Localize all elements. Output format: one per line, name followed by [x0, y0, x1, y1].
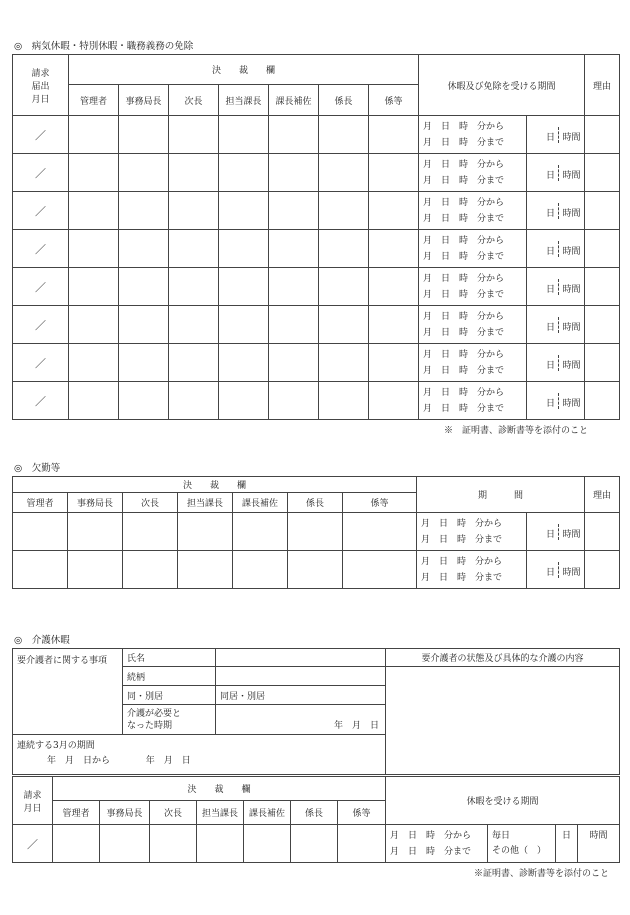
request-date-field[interactable]: ／ [13, 230, 69, 268]
approval-stamp-box[interactable] [123, 551, 178, 589]
reason-header: 理由 [585, 55, 620, 116]
approval-stamp-box[interactable] [219, 306, 269, 344]
approval-stamp-box[interactable] [69, 268, 119, 306]
reason-header: 理由 [585, 477, 620, 513]
approval-stamp-box[interactable] [319, 306, 369, 344]
approval-header: 決 裁 欄 [13, 477, 417, 493]
approval-stamp-box[interactable] [269, 154, 319, 192]
approval-stamp-box[interactable] [169, 306, 219, 344]
approval-stamp-box[interactable] [233, 513, 288, 551]
duration-field[interactable] [527, 230, 585, 268]
approval-stamp-box[interactable] [219, 192, 269, 230]
approval-stamp-box[interactable] [269, 382, 319, 420]
period-field[interactable]: 月 日 時 分から 月 日 時 分まで [419, 306, 527, 344]
duration-field[interactable] [527, 551, 585, 589]
reason-field[interactable] [585, 551, 620, 589]
approval-stamp-box[interactable] [369, 230, 419, 268]
approval-stamp-box[interactable] [150, 825, 197, 863]
approval-stamp-box[interactable] [219, 230, 269, 268]
approver-header: 事務局長 [119, 85, 169, 116]
approval-stamp-box[interactable] [269, 306, 319, 344]
period-header: 休暇を受ける期間 [386, 777, 620, 825]
approver-header: 係長 [288, 493, 343, 513]
approval-stamp-box[interactable] [178, 513, 233, 551]
approval-stamp-box[interactable] [53, 825, 100, 863]
approval-stamp-box[interactable] [319, 230, 369, 268]
relationship-label: 続柄 [123, 667, 216, 686]
days-label: 日 [527, 355, 559, 371]
approval-stamp-box[interactable] [68, 513, 123, 551]
approval-stamp-box[interactable] [119, 116, 169, 154]
period-field[interactable]: 月 日 時 分から 月 日 時 分まで [419, 116, 527, 154]
approval-stamp-box[interactable] [119, 382, 169, 420]
request-date-field[interactable]: ／ [13, 154, 69, 192]
table-row [13, 230, 620, 268]
section1-title: ◎ 病気休暇・特別休暇・職務義務の免除 [14, 41, 194, 52]
reason-field[interactable] [585, 154, 620, 192]
reason-field[interactable] [585, 230, 620, 268]
approval-stamp-box[interactable] [100, 825, 150, 863]
approval-stamp-box[interactable] [69, 230, 119, 268]
hours-label: 時間 [562, 284, 581, 295]
approval-stamp-box[interactable] [369, 344, 419, 382]
request-date-field[interactable]: ／ [13, 268, 69, 306]
duration-field[interactable] [527, 513, 585, 551]
approval-stamp-box[interactable] [244, 825, 291, 863]
section3-title: ◎ 介護休暇 [14, 635, 70, 646]
hours-label: 時間 [562, 246, 581, 257]
days-label: 日 [527, 393, 559, 409]
approval-stamp-box[interactable] [169, 382, 219, 420]
approver-header: 担当課長 [178, 493, 233, 513]
approver-header: 係等 [369, 85, 419, 116]
table-row [13, 116, 620, 154]
approval-stamp-box[interactable] [369, 382, 419, 420]
relationship-field[interactable] [216, 667, 386, 686]
status-content-field[interactable] [386, 667, 620, 775]
care-leave-table [12, 776, 620, 863]
days-label: 日 [527, 279, 559, 295]
approval-stamp-box[interactable] [369, 116, 419, 154]
table-row [13, 344, 620, 382]
request-date-field[interactable]: ／ [13, 825, 53, 863]
approval-stamp-box[interactable] [169, 154, 219, 192]
hours-label: 時間 [562, 567, 581, 578]
approver-header: 課長補佐 [233, 493, 288, 513]
approval-stamp-box[interactable] [319, 116, 369, 154]
table-row [13, 513, 620, 551]
consecutive-from[interactable]: 年 月 日から [47, 756, 111, 766]
days-label: 日 [527, 241, 559, 257]
care-option-field[interactable]: 毎日 その他（ ） [488, 825, 556, 863]
approver-header: 事務局長 [68, 493, 123, 513]
name-field[interactable] [216, 649, 386, 667]
approval-stamp-box[interactable] [369, 306, 419, 344]
request-date-header: 請求 月日 [13, 777, 53, 825]
cohabit-label: 同・別居 [123, 686, 216, 705]
period-header: 休暇及び免除を受ける期間 [419, 55, 585, 116]
duration-field[interactable] [527, 382, 585, 420]
approval-stamp-box[interactable] [269, 230, 319, 268]
approval-stamp-box[interactable] [169, 192, 219, 230]
days-label: 日 [527, 127, 559, 143]
reason-field[interactable] [585, 306, 620, 344]
period-field[interactable]: 月 日 時 分から 月 日 時 分まで [386, 825, 488, 863]
request-date-header: 請求 届出 月日 [13, 55, 69, 116]
approval-stamp-box[interactable] [269, 192, 319, 230]
care-recipient-table [12, 648, 620, 775]
approval-stamp-box[interactable] [119, 230, 169, 268]
approval-stamp-box[interactable] [119, 192, 169, 230]
approval-stamp-box[interactable] [319, 192, 369, 230]
period-field[interactable]: 月 日 時 分から 月 日 時 分まで [419, 382, 527, 420]
approval-stamp-box[interactable] [197, 825, 244, 863]
approval-stamp-box[interactable] [169, 344, 219, 382]
request-date-field[interactable]: ／ [13, 382, 69, 420]
approval-stamp-box[interactable] [288, 513, 343, 551]
approver-header: 次長 [150, 801, 197, 825]
section2-title: ◎ 欠勤等 [14, 463, 61, 474]
table-row [13, 551, 620, 589]
approver-header: 事務局長 [100, 801, 150, 825]
days-label: 日 [556, 825, 578, 863]
request-date-field[interactable]: ／ [13, 306, 69, 344]
attachment-note: ※証明書、診断書等を添付のこと [474, 869, 610, 879]
approval-stamp-box[interactable] [119, 268, 169, 306]
approval-stamp-box[interactable] [343, 513, 417, 551]
approval-stamp-box[interactable] [119, 154, 169, 192]
approval-stamp-box[interactable] [169, 268, 219, 306]
approval-stamp-box[interactable] [219, 344, 269, 382]
approval-stamp-box[interactable] [119, 344, 169, 382]
approval-stamp-box[interactable] [13, 513, 68, 551]
approval-stamp-box[interactable] [69, 154, 119, 192]
approver-header: 係等 [338, 801, 386, 825]
hours-label: 時間 [562, 398, 581, 409]
approval-stamp-box[interactable] [68, 551, 123, 589]
approver-header: 管理者 [69, 85, 119, 116]
table-row [13, 268, 620, 306]
days-label: 日 [527, 562, 559, 578]
hours-label: 時間 [562, 529, 581, 540]
status-header: 要介護者の状態及び具体的な介護の内容 [386, 649, 620, 667]
days-label: 日 [527, 203, 559, 219]
days-label: 日 [527, 524, 559, 540]
reason-field[interactable] [585, 344, 620, 382]
hours-label: 時間 [562, 132, 581, 143]
table-row [13, 306, 620, 344]
duration-field[interactable] [527, 306, 585, 344]
approval-stamp-box[interactable] [291, 825, 338, 863]
period-field[interactable]: 月 日 時 分から 月 日 時 分まで [419, 230, 527, 268]
approval-stamp-box[interactable] [69, 306, 119, 344]
approval-stamp-box[interactable] [269, 268, 319, 306]
approval-header: 決 裁 欄 [53, 777, 386, 801]
approver-header: 次長 [169, 85, 219, 116]
period-field[interactable]: 月 日 時 分から 月 日 時 分まで [419, 192, 527, 230]
approver-header: 係長 [291, 801, 338, 825]
duration-field[interactable] [527, 192, 585, 230]
approver-header: 係等 [343, 493, 417, 513]
approval-stamp-box[interactable] [119, 306, 169, 344]
approval-header: 決 裁 欄 [69, 55, 419, 85]
approver-header: 管理者 [53, 801, 100, 825]
period-field[interactable]: 月 日 時 分から 月 日 時 分まで [419, 268, 527, 306]
approver-header: 管理者 [13, 493, 68, 513]
reason-field[interactable] [585, 382, 620, 420]
approver-header: 担当課長 [197, 801, 244, 825]
duration-field[interactable] [527, 116, 585, 154]
period-field[interactable]: 月 日 時 分から 月 日 時 分まで [419, 344, 527, 382]
reason-field[interactable] [585, 268, 620, 306]
approval-stamp-box[interactable] [369, 192, 419, 230]
days-label: 日 [527, 165, 559, 181]
care-recipient-label: 要介護者に関する事項 [13, 649, 123, 735]
duration-field[interactable] [527, 154, 585, 192]
approval-stamp-box[interactable] [219, 382, 269, 420]
hours-label: 時間 [562, 360, 581, 371]
approval-stamp-box[interactable] [369, 154, 419, 192]
request-date-field[interactable]: ／ [13, 116, 69, 154]
table-row [13, 382, 620, 420]
approval-stamp-box[interactable] [319, 154, 369, 192]
request-date-field[interactable]: ／ [13, 344, 69, 382]
approval-stamp-box[interactable] [69, 344, 119, 382]
approver-header: 次長 [123, 493, 178, 513]
days-label: 日 [527, 317, 559, 333]
approver-header: 課長補佐 [269, 85, 319, 116]
approval-stamp-box[interactable] [69, 116, 119, 154]
period-header: 期 間 [417, 477, 585, 513]
need-start-date[interactable]: 年 月 日 [216, 705, 386, 735]
approval-stamp-box[interactable] [269, 344, 319, 382]
table-row [13, 192, 620, 230]
approval-stamp-box[interactable] [219, 116, 269, 154]
reason-field[interactable] [585, 513, 620, 551]
approval-stamp-box[interactable] [69, 382, 119, 420]
consecutive-to[interactable]: 年 月 日 [145, 756, 191, 766]
consecutive-period [13, 735, 386, 775]
approval-stamp-box[interactable] [338, 825, 386, 863]
approval-stamp-box[interactable] [123, 513, 178, 551]
duration-field[interactable] [527, 344, 585, 382]
name-label: 氏名 [123, 649, 216, 667]
consecutive-label: 連続する3月の期間 [17, 741, 95, 751]
approver-header: 課長補佐 [244, 801, 291, 825]
approver-header: 係長 [319, 85, 369, 116]
approval-stamp-box[interactable] [343, 551, 417, 589]
approval-stamp-box[interactable] [233, 551, 288, 589]
approval-stamp-box[interactable] [69, 192, 119, 230]
period-field[interactable]: 月 日 時 分から 月 日 時 分まで [417, 551, 527, 589]
attachment-note: ※ 証明書、診断書等を添付のこと [444, 426, 589, 436]
approval-stamp-box[interactable] [319, 344, 369, 382]
approval-stamp-box[interactable] [13, 551, 68, 589]
duration-field[interactable] [527, 268, 585, 306]
approval-stamp-box[interactable] [169, 230, 219, 268]
approval-stamp-box[interactable] [269, 116, 319, 154]
hours-label: 時間 [562, 170, 581, 181]
period-field[interactable]: 月 日 時 分から 月 日 時 分まで [417, 513, 527, 551]
approver-header: 担当課長 [219, 85, 269, 116]
absence-table [12, 476, 620, 589]
hours-label: 時間 [562, 322, 581, 333]
hours-label: 時間 [562, 208, 581, 219]
approval-stamp-box[interactable] [169, 116, 219, 154]
approval-stamp-box[interactable] [178, 551, 233, 589]
request-date-field[interactable]: ／ [13, 192, 69, 230]
reason-field[interactable] [585, 192, 620, 230]
leave-table [12, 54, 620, 420]
approval-stamp-box[interactable] [319, 268, 369, 306]
approval-stamp-box[interactable] [219, 268, 269, 306]
approval-stamp-box[interactable] [369, 268, 419, 306]
period-field[interactable]: 月 日 時 分から 月 日 時 分まで [419, 154, 527, 192]
reason-field[interactable] [585, 116, 620, 154]
hours-label: 時間 [578, 825, 620, 863]
need-start-label: 介護が必要と なった時期 [123, 705, 216, 735]
cohabit-value[interactable]: 同居・別居 [216, 686, 386, 705]
table-row [13, 154, 620, 192]
approval-stamp-box[interactable] [319, 382, 369, 420]
approval-stamp-box[interactable] [288, 551, 343, 589]
approval-stamp-box[interactable] [219, 154, 269, 192]
